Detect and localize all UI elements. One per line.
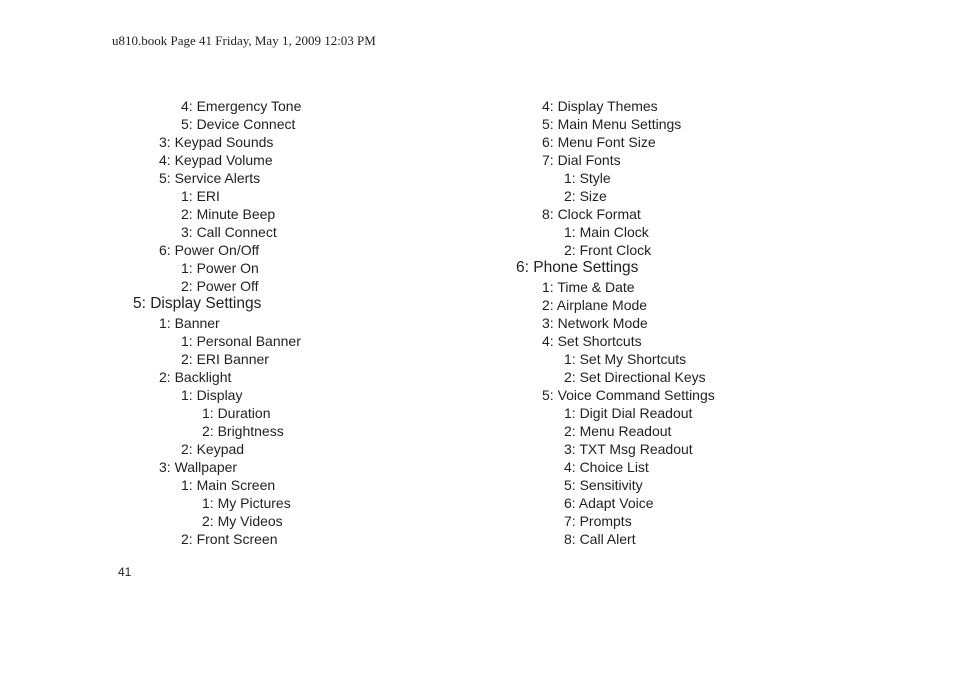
menu-section-heading: 6: Phone Settings <box>516 259 639 276</box>
menu-item: 3: Keypad Sounds <box>159 134 274 150</box>
menu-item: 6: Adapt Voice <box>564 495 654 511</box>
menu-item: 1: Duration <box>202 405 271 421</box>
menu-item: 1: Digit Dial Readout <box>564 405 693 421</box>
menu-item: 1: Power On <box>181 260 259 276</box>
menu-item: 2: Brightness <box>202 423 284 439</box>
menu-item: 2: My Videos <box>202 513 283 529</box>
menu-item: 2: Front Screen <box>181 531 278 547</box>
menu-item: 2: ERI Banner <box>181 351 269 367</box>
menu-item: 2: Minute Beep <box>181 206 276 222</box>
menu-item: 2: Menu Readout <box>564 423 672 439</box>
menu-item: 1: Display <box>181 387 243 403</box>
menu-item: 1: Set My Shortcuts <box>564 351 687 367</box>
menu-section-heading: 5: Display Settings <box>133 295 262 312</box>
menu-item: 1: Style <box>564 170 611 186</box>
menu-item: 4: Choice List <box>564 459 649 475</box>
menu-item: 1: Banner <box>159 315 220 331</box>
menu-item: 2: Airplane Mode <box>542 297 648 313</box>
menu-item: 2: Power Off <box>181 278 259 294</box>
menu-item: 7: Dial Fonts <box>542 152 621 168</box>
menu-item: 5: Main Menu Settings <box>542 116 682 132</box>
menu-item: 5: Service Alerts <box>159 170 261 186</box>
page-header: u810.book Page 41 Friday, May 1, 2009 12:03 PM <box>112 33 376 48</box>
menu-item: 1: Personal Banner <box>181 333 301 349</box>
menu-item: 8: Clock Format <box>542 206 641 222</box>
menu-item: 1: My Pictures <box>202 495 291 511</box>
menu-item: 2: Keypad <box>181 441 245 457</box>
menu-item: 3: Wallpaper <box>159 459 238 475</box>
menu-item: 5: Device Connect <box>181 116 296 132</box>
menu-item: 4: Keypad Volume <box>159 152 273 168</box>
menu-item: 1: Main Screen <box>181 477 276 493</box>
menu-item: 3: Network Mode <box>542 315 648 331</box>
page-number: 41 <box>118 565 132 579</box>
menu-item: 4: Set Shortcuts <box>542 333 642 349</box>
menu-item: 5: Sensitivity <box>564 477 643 493</box>
menu-item: 8: Call Alert <box>564 531 636 547</box>
menu-item: 3: Call Connect <box>181 224 277 240</box>
menu-item: 4: Display Themes <box>542 98 658 114</box>
menu-item: 2: Backlight <box>159 369 232 385</box>
menu-item: 6: Menu Font Size <box>542 134 656 150</box>
menu-item: 7: Prompts <box>564 513 632 529</box>
menu-item: 1: ERI <box>181 188 220 204</box>
menu-item: 1: Main Clock <box>564 224 649 240</box>
menu-item: 4: Emergency Tone <box>181 98 302 114</box>
menu-item: 6: Power On/Off <box>159 242 260 258</box>
menu-item: 1: Time & Date <box>542 279 635 295</box>
menu-item: 5: Voice Command Settings <box>542 387 715 403</box>
menu-item: 2: Front Clock <box>564 242 652 258</box>
menu-item: 2: Size <box>564 188 607 204</box>
menu-item: 2: Set Directional Keys <box>564 369 706 385</box>
menu-item: 3: TXT Msg Readout <box>564 441 693 457</box>
